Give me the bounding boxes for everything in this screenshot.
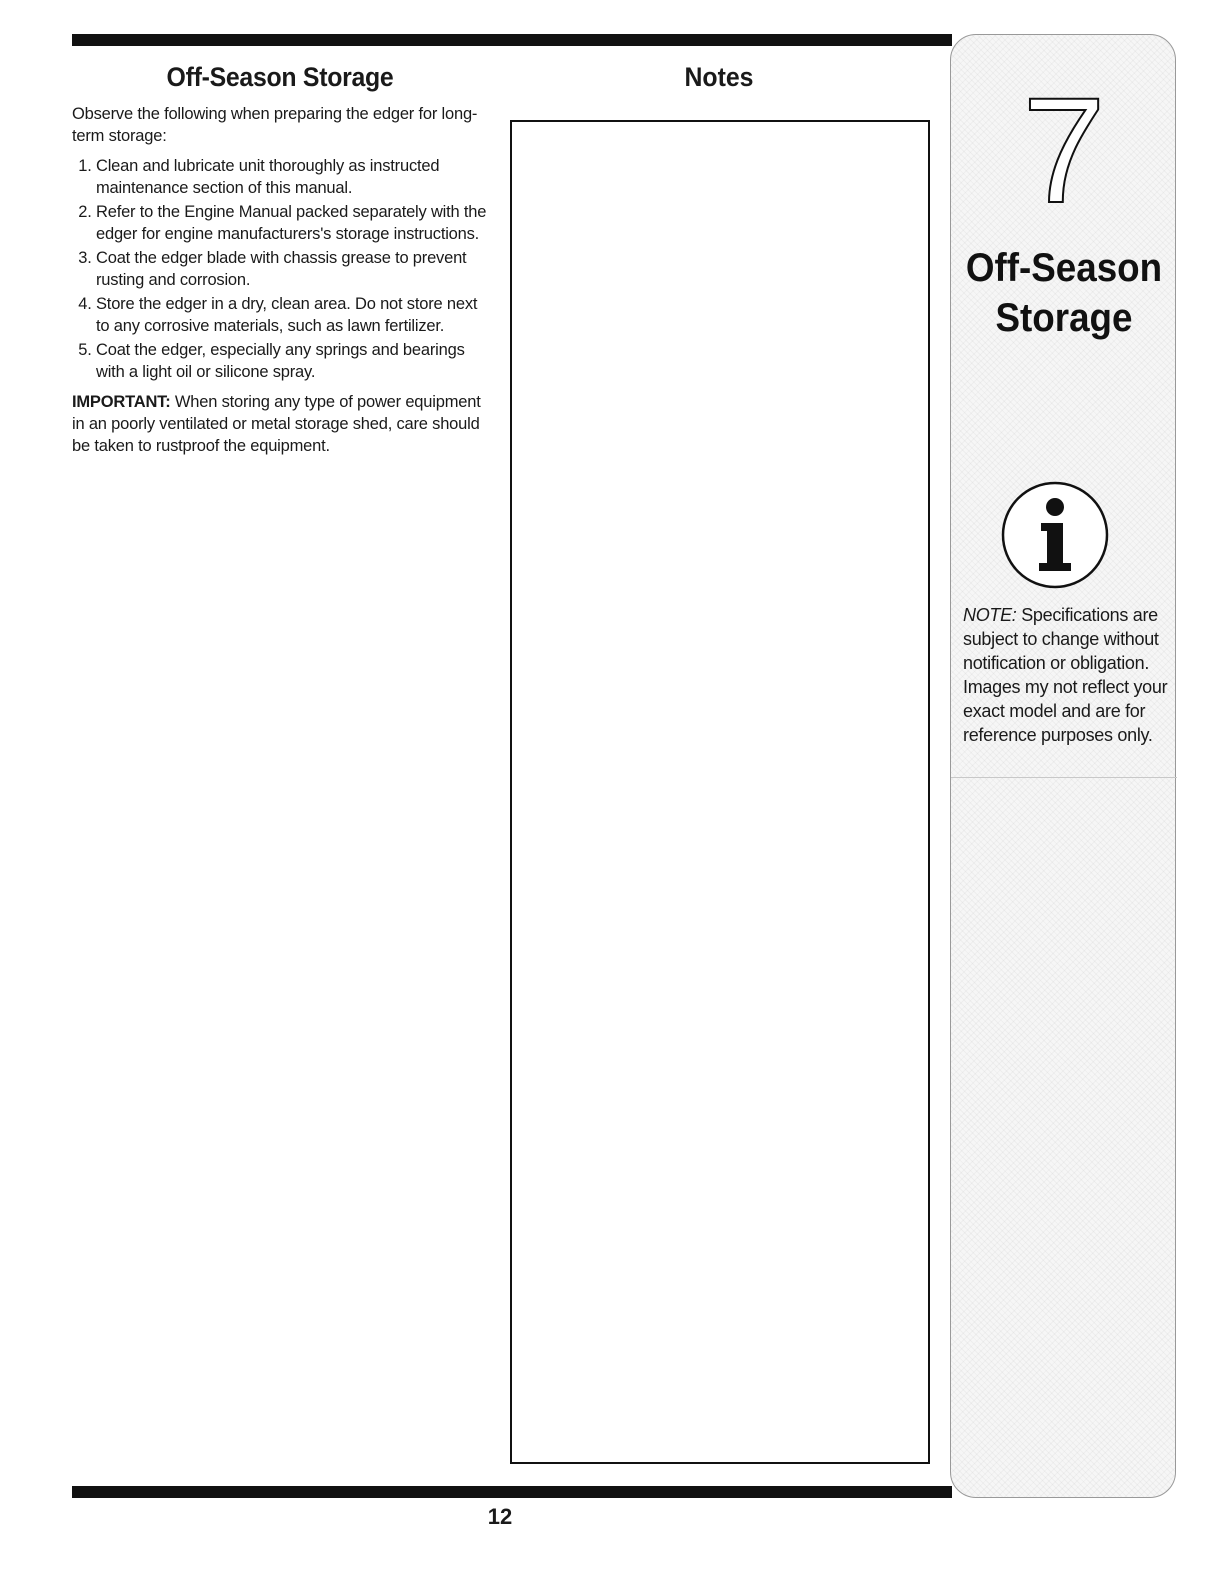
specifications-note	[963, 603, 1171, 747]
page-number: 12	[487, 1504, 513, 1529]
list-item: 4. Store the edger in a dry, clean area. Do not store next to any corrosive materials, such as lawn fertilizer.	[96, 293, 488, 337]
list-item: 5. Coat the edger, especially any springs and bearings with a light oil or silicone spray.	[96, 339, 488, 383]
tab-divider	[951, 777, 1177, 778]
chapter-title-line-2: Storage	[995, 296, 1133, 340]
notes-title: Notes	[684, 62, 754, 92]
important-note	[72, 391, 488, 457]
chapter-number: 7	[1022, 66, 1106, 234]
chapter-title-line-1: Off-Season	[965, 246, 1163, 290]
important-label: IMPORTANT:	[72, 393, 171, 411]
list-item: 1. Clean and lubricate unit thoroughly as instructed maintenance section of this manual.	[96, 155, 488, 199]
notes-box	[510, 120, 930, 1464]
list-item: 3. Coat the edger blade with chassis grease to prevent rusting and corrosion.	[96, 247, 488, 291]
list-item: 2. Refer to the Engine Manual packed separately with the edger for engine manufacturers's storage instructions.	[96, 201, 488, 245]
note-text: Specifications are subject to change without notification or obligation. Images my not reflect your exact model and are for reference purposes only.	[963, 605, 1168, 745]
info-icon	[1001, 481, 1109, 589]
bottom-rule	[72, 1486, 952, 1498]
intro-text: Observe the following when preparing the edger for long-term storage:	[72, 105, 478, 145]
important-text: When storing any type of power equipment in an poorly ventilated or metal storage shed, care should be taken to rustproof the equipment.	[72, 393, 481, 455]
chapter-title	[960, 243, 1168, 343]
top-rule	[72, 34, 952, 46]
note-label: NOTE:	[963, 605, 1017, 625]
section-title: Off-Season Storage	[166, 62, 394, 92]
chapter-side-tab	[950, 34, 1176, 1498]
storage-steps-list	[72, 155, 488, 383]
off-season-storage-section	[72, 62, 488, 465]
